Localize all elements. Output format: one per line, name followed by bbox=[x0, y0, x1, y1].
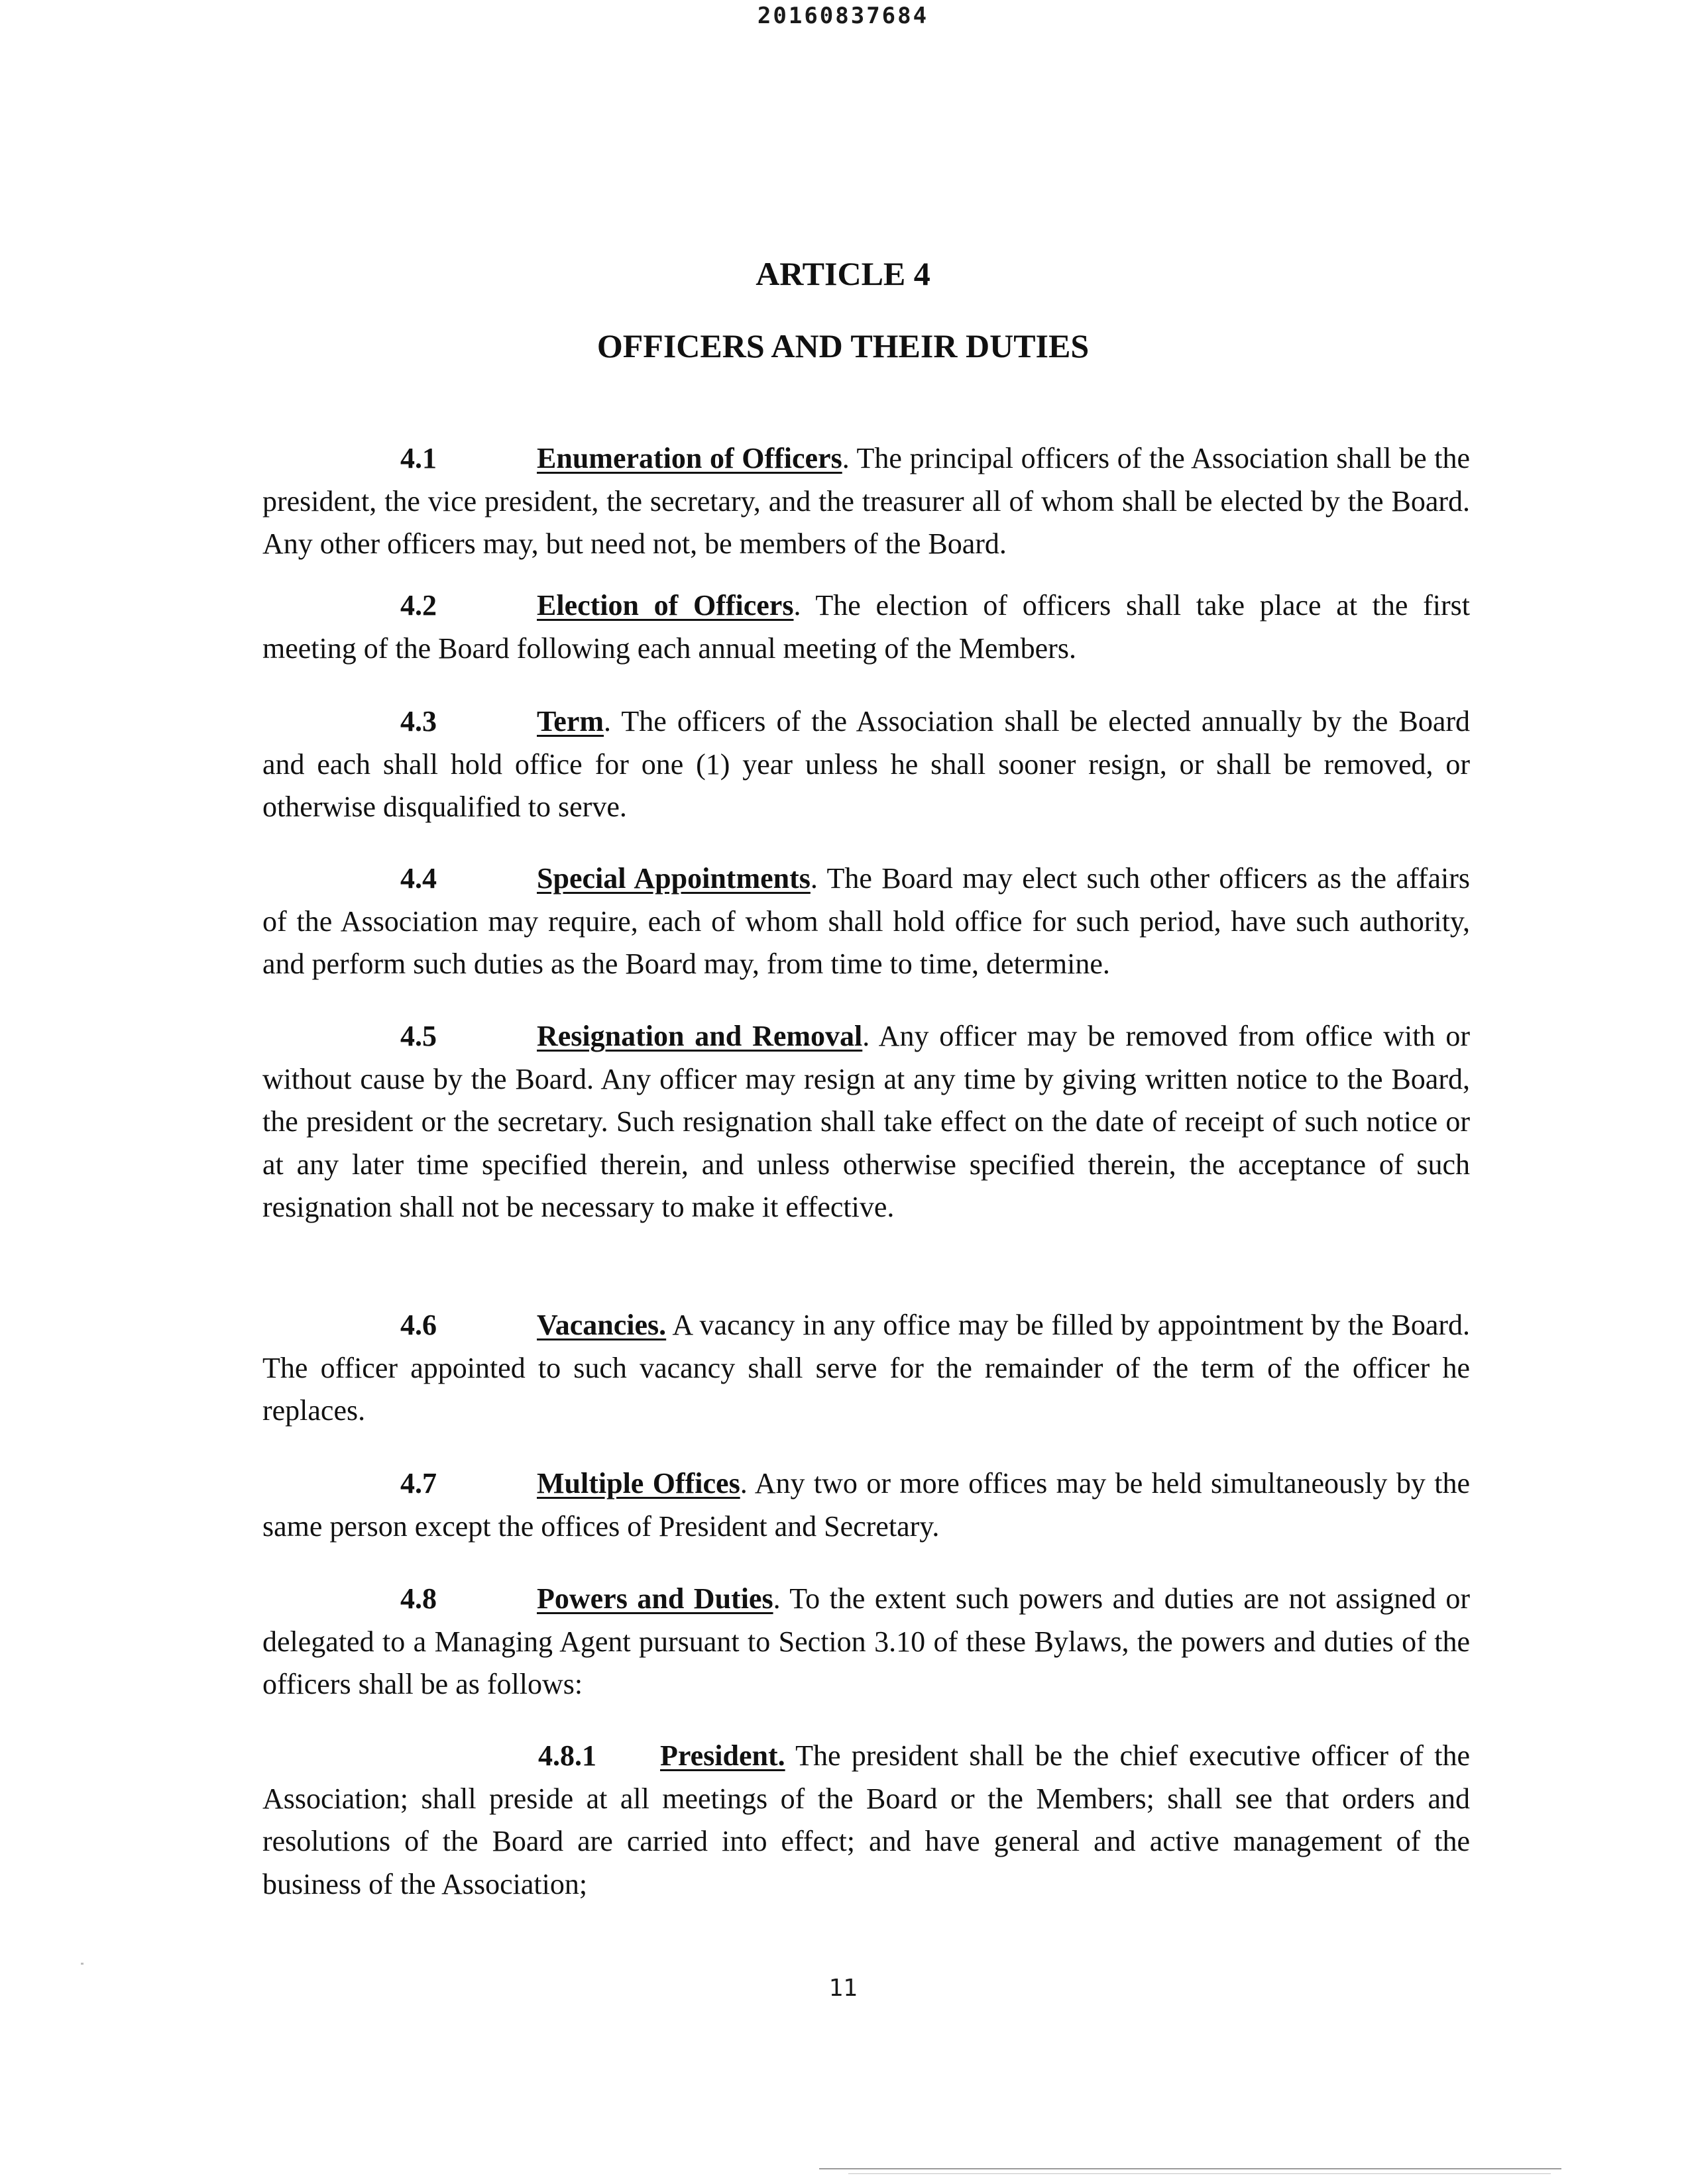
section-number: 4.1 bbox=[400, 442, 437, 474]
article-subtitle: OFFICERS AND THEIR DUTIES bbox=[596, 327, 1090, 364]
page-number: 11 bbox=[828, 1975, 858, 2002]
section-4-3 bbox=[262, 700, 1470, 829]
scan-speck bbox=[81, 1963, 84, 1965]
section-text: . The election of officers shall take place at the first meeting of the Board following each annual meeting of the Members. bbox=[262, 589, 1470, 665]
section-title: Special Appointments bbox=[537, 862, 811, 895]
subsection-text: The president shall be the chief executive officer of the Association; shall preside at all meetings of the Board or the Members; shall see that orders and resolutions of the Board are carried into effect; and have general and active management of the business of the Association; bbox=[262, 1739, 1470, 1900]
section-4-4 bbox=[262, 857, 1470, 986]
section-number: 4.8 bbox=[400, 1582, 437, 1615]
section-4-8 bbox=[262, 1578, 1470, 1706]
section-title: Enumeration of Officers bbox=[537, 442, 842, 474]
section-title: Resignation and Removal bbox=[537, 1020, 863, 1052]
section-4-7 bbox=[262, 1462, 1470, 1548]
section-text: A vacancy in any office may be filled by appointment by the Board. The officer appointed to such vacancy shall serve for the remainder of the term of the officer he replaces. bbox=[262, 1309, 1470, 1427]
subsection-title: President. bbox=[660, 1739, 785, 1772]
section-title: Election of Officers bbox=[537, 589, 794, 622]
document-number: 20160837684 bbox=[757, 3, 929, 29]
section-number: 4.7 bbox=[400, 1467, 437, 1500]
section-text: . The principal officers of the Association shall be the president, the vice president, the secretary, and the treasurer all of whom shall be elected by the Board. Any other officers may, but need not, be members of the Board. bbox=[262, 442, 1470, 560]
section-title: Term bbox=[537, 705, 604, 737]
section-4-5 bbox=[262, 1015, 1470, 1229]
section-text: . The officers of the Association shall be elected annually by the Board and each shall hold office for one (1) year unless he shall sooner resign, or shall be removed, or otherwise disqualified to serve. bbox=[262, 705, 1470, 823]
section-number: 4.4 bbox=[400, 862, 437, 895]
section-title: Multiple Offices bbox=[537, 1467, 740, 1500]
section-text: . Any two or more offices may be held simultaneously by the same person except the offices of President and Secretary. bbox=[262, 1467, 1470, 1543]
section-text: . Any officer may be removed from office with or without cause by the Board. Any officer may resign at any time by giving written notice to the Board, the president or the secretary. Such resignation shall take effect on the date of receipt of such notice or at any later time specified therein, and unless otherwise specified therein, the acceptance of such resignation shall not be necessary to make it effective. bbox=[262, 1020, 1470, 1223]
section-4-2 bbox=[262, 584, 1470, 670]
article-title: ARTICLE 4 bbox=[756, 255, 930, 292]
scan-edge-line bbox=[819, 2168, 1561, 2169]
section-4-8-1 bbox=[262, 1735, 1470, 1906]
section-number: 4.2 bbox=[400, 589, 437, 622]
section-title: Powers and Duties bbox=[537, 1582, 773, 1615]
section-text: . To the extent such powers and duties are not assigned or delegated to a Managing Agent pursuant to Section 3.10 of these Bylaws, the powers and duties of the officers shall be as follows: bbox=[262, 1582, 1470, 1700]
scan-edge-line-secondary bbox=[848, 2173, 1551, 2174]
section-4-6 bbox=[262, 1304, 1470, 1433]
section-number: 4.5 bbox=[400, 1020, 437, 1052]
subsection-number: 4.8.1 bbox=[538, 1739, 596, 1772]
section-number: 4.3 bbox=[400, 705, 437, 737]
section-title: Vacancies. bbox=[537, 1309, 667, 1341]
section-text: . The Board may elect such other officers as the affairs of the Association may require, each of whom shall hold office for such period, have such authority, and perform such duties as the Board may, from time to time, determine. bbox=[262, 862, 1470, 980]
section-4-1 bbox=[262, 437, 1470, 566]
section-number: 4.6 bbox=[400, 1309, 437, 1341]
